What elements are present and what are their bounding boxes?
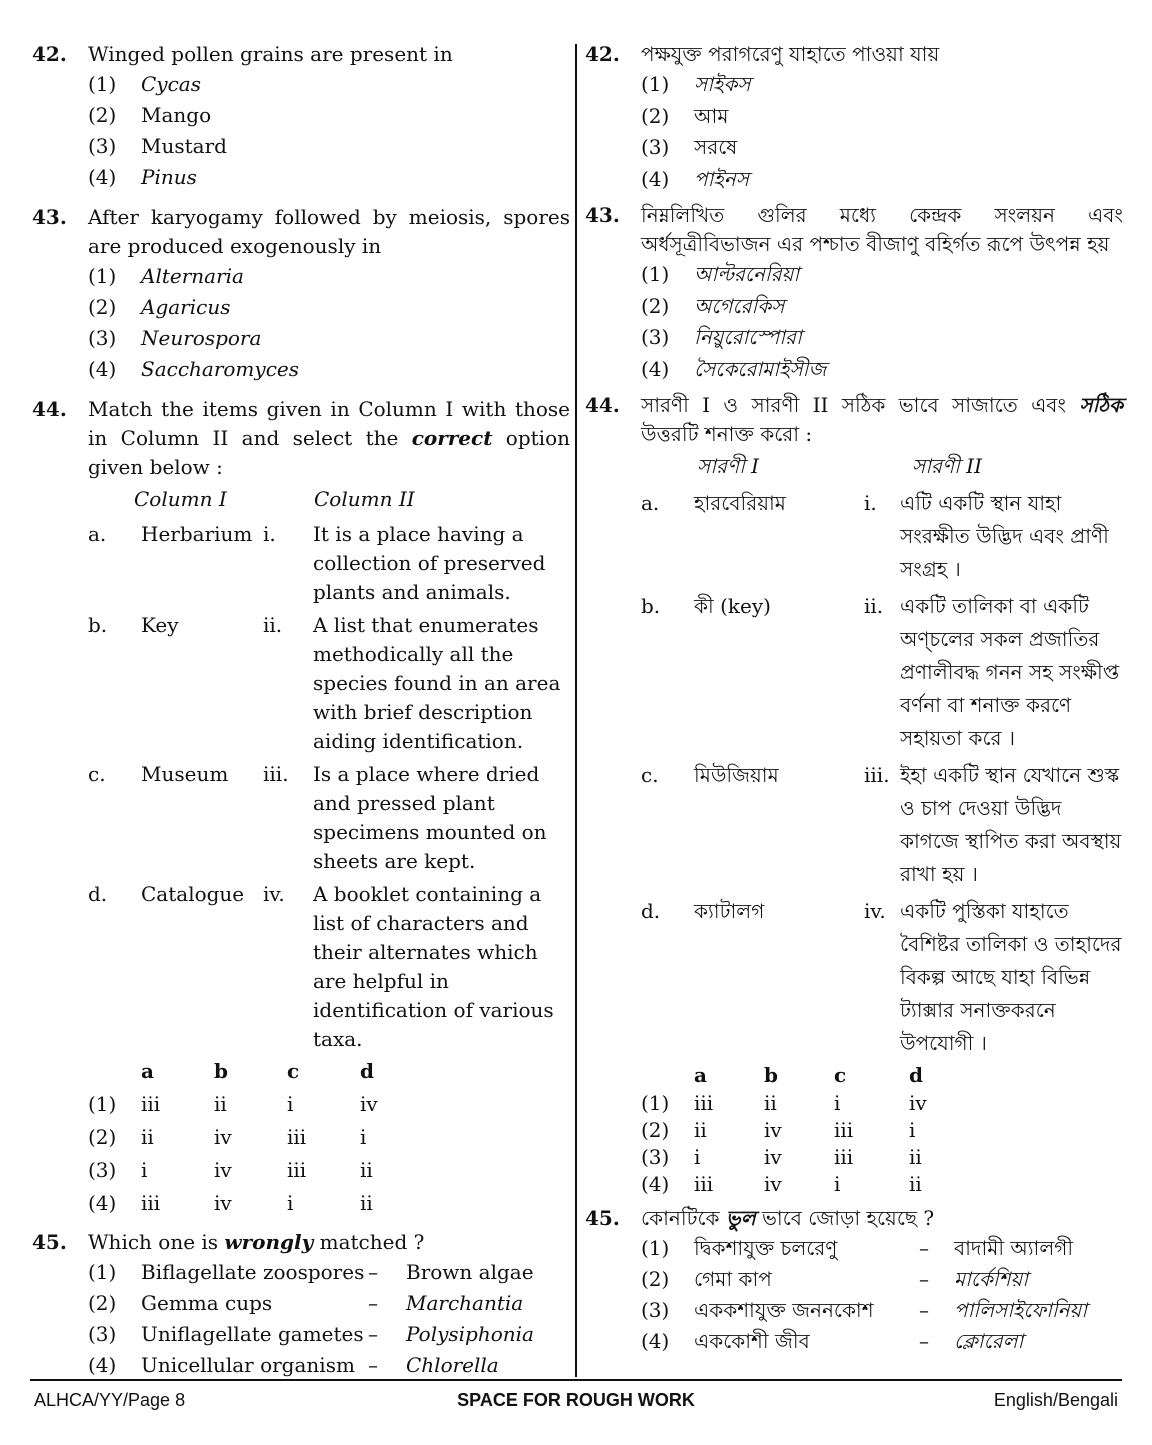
row-description: It is a place having a collection of preserved plants and animals. xyxy=(313,522,546,604)
column-headers xyxy=(134,482,570,516)
option-dash: – xyxy=(919,1329,929,1353)
question-43 xyxy=(583,201,1123,385)
question-42 xyxy=(30,40,570,193)
option-text: Cycas xyxy=(141,72,201,96)
option-left: Gemma cups xyxy=(141,1291,273,1315)
question-text-part: ভাবে জোড়া হয়েছে ? xyxy=(755,1206,935,1230)
question-number: 42. xyxy=(585,42,620,66)
option-number: (3) xyxy=(88,326,117,350)
answer-option-3 xyxy=(88,1154,570,1187)
row-roman: ii. xyxy=(864,594,884,618)
row-key: b. xyxy=(88,613,108,637)
page-code: ALHCA/YY/Page 8 xyxy=(34,1390,186,1410)
answer-cell: ii xyxy=(141,1125,154,1149)
answer-cell: i xyxy=(694,1145,701,1169)
option-3 xyxy=(88,1319,570,1350)
answer-option-1 xyxy=(88,1088,570,1121)
row-description: A list that enumerates methodically all the species found in an area with brief description aiding identification. xyxy=(313,613,561,753)
row-description: ইহা একটি স্থান যেখানে শুস্ক ও চাপ দেওয়া উদ্ভিদ কাগজে স্থাপিত করা অবস্থায় রাখা হয় । xyxy=(900,763,1122,886)
answer-cell: i xyxy=(834,1091,841,1115)
question-text-part: option given below : xyxy=(88,426,571,479)
match-row-a xyxy=(88,520,570,607)
option-number: (2) xyxy=(641,1118,670,1142)
answer-cell: iv xyxy=(764,1145,782,1169)
option-right: বাদামী অ্যালগী xyxy=(954,1236,1074,1260)
option-4 xyxy=(88,354,570,385)
option-number: (2) xyxy=(641,293,670,318)
answer-option-3 xyxy=(641,1144,1123,1171)
option-text: Neurospora xyxy=(141,326,262,350)
option-3 xyxy=(88,323,570,354)
option-text: অগেরেকিস xyxy=(694,293,785,318)
question-number: 43. xyxy=(32,205,67,229)
option-text: সৈকেরোমাইসীজ xyxy=(694,356,827,381)
option-number: (4) xyxy=(641,1172,670,1196)
option-right: মার্কেশিয়া xyxy=(954,1267,1029,1291)
option-number: (3) xyxy=(641,1145,670,1169)
option-text: Mustard xyxy=(141,134,227,158)
answer-cell: ii xyxy=(909,1145,922,1169)
question-text xyxy=(88,395,570,482)
answer-col-a: a xyxy=(141,1059,154,1083)
row-description: একটি পুস্তিকা যাহাতে বৈশিষ্টর তালিকা ও তাহাদের বিকল্প আছে যাহা বিভিন্ন ট্যাক্সার সনাক্তকরনে উপযোগী । xyxy=(900,899,1122,1055)
option-number: (1) xyxy=(641,1236,670,1260)
option-number: (4) xyxy=(88,1353,117,1377)
option-1 xyxy=(641,1233,1123,1264)
footer-rule xyxy=(30,1379,1122,1381)
option-number: (1) xyxy=(641,72,670,96)
option-text: Agaricus xyxy=(141,295,231,319)
rough-work-label: SPACE FOR ROUGH WORK xyxy=(457,1390,695,1410)
option-right: Polysiphonia xyxy=(406,1322,534,1346)
answer-cell: i xyxy=(287,1191,294,1215)
row-roman: i. xyxy=(263,522,276,546)
answer-col-b: b xyxy=(214,1059,228,1083)
option-text: আম xyxy=(694,103,729,128)
question-text-part: matched ? xyxy=(313,1230,425,1254)
option-right: Marchantia xyxy=(406,1291,524,1315)
option-1 xyxy=(88,1257,570,1288)
option-text: Pinus xyxy=(141,165,197,189)
row-item: হারবেরিয়াম xyxy=(694,491,786,515)
option-dash: – xyxy=(368,1353,378,1377)
option-right: Chlorella xyxy=(406,1353,499,1377)
option-3 xyxy=(88,131,570,162)
row-key: c. xyxy=(88,762,106,786)
answer-cell: iv xyxy=(360,1092,378,1116)
column-divider xyxy=(575,44,577,1377)
option-2 xyxy=(88,100,570,131)
row-description: Is a place where dried and pressed plant specimens mounted on sheets are kept. xyxy=(313,762,547,873)
option-4 xyxy=(88,162,570,193)
question-number: 44. xyxy=(32,397,67,421)
row-roman: iii. xyxy=(864,763,890,787)
answer-cell: iv xyxy=(764,1172,782,1196)
option-number: (4) xyxy=(88,165,117,189)
option-number: (1) xyxy=(88,1260,117,1284)
option-1 xyxy=(88,69,570,100)
question-text-part: উত্তরটি শনাক্ত করো : xyxy=(641,422,813,446)
answer-option-1 xyxy=(641,1090,1123,1117)
row-roman: i. xyxy=(864,491,877,515)
answer-cell: i xyxy=(141,1158,148,1182)
answer-cell: ii xyxy=(360,1158,373,1182)
answer-cell: iii xyxy=(694,1091,714,1115)
answer-cell: ii xyxy=(214,1092,227,1116)
row-roman: iii. xyxy=(263,762,289,786)
option-1 xyxy=(88,261,570,292)
row-item: Catalogue xyxy=(141,882,245,906)
row-item: Museum xyxy=(141,762,229,786)
option-number: (3) xyxy=(641,1298,670,1322)
option-number: (3) xyxy=(641,135,670,159)
option-number: (1) xyxy=(88,1092,117,1116)
option-4 xyxy=(641,164,1123,196)
answer-header xyxy=(641,1060,1123,1090)
row-description: A booklet containing a list of characters and their alternates which are helpful in identification of various taxa. xyxy=(313,882,554,1051)
option-dash: – xyxy=(368,1260,378,1284)
answer-col-c: c xyxy=(834,1063,847,1087)
answer-cell: iv xyxy=(909,1091,927,1115)
question-emphasis: correct xyxy=(411,426,493,450)
option-3 xyxy=(641,132,1123,164)
option-text: আল্টরনেরিয়া xyxy=(694,262,800,286)
option-4 xyxy=(641,1326,1123,1357)
row-roman: iv. xyxy=(263,882,285,906)
option-number: (1) xyxy=(641,262,670,286)
row-key: d. xyxy=(88,882,108,906)
option-number: (2) xyxy=(88,103,117,127)
option-text: Alternaria xyxy=(141,264,244,288)
question-text-part: Match the items given in Column I with those in Column II and select the xyxy=(88,397,570,450)
english-column xyxy=(30,40,570,1387)
column-ii-header: সারণী II xyxy=(912,454,982,478)
row-key: c. xyxy=(641,763,659,787)
match-row-a xyxy=(641,487,1123,586)
option-number: (1) xyxy=(88,72,117,96)
option-number: (2) xyxy=(88,1291,117,1315)
question-44 xyxy=(583,391,1123,1198)
answer-col-b: b xyxy=(764,1063,778,1087)
option-3 xyxy=(641,1295,1123,1326)
option-dash: – xyxy=(919,1236,929,1260)
match-row-b xyxy=(641,590,1123,755)
option-left: Unicellular organism xyxy=(141,1353,355,1377)
option-left: দ্বিকশাযুক্ত চলরেণু xyxy=(694,1236,838,1260)
match-row-d xyxy=(88,880,570,1054)
row-key: a. xyxy=(641,491,660,515)
answer-cell: iv xyxy=(214,1191,232,1215)
question-text xyxy=(641,391,1123,449)
option-right: পালিসাইফোনিয়া xyxy=(954,1298,1088,1322)
answer-option-2 xyxy=(641,1117,1123,1144)
answer-cell: iii xyxy=(694,1172,714,1196)
option-1 xyxy=(641,69,1123,101)
match-row-d xyxy=(641,895,1123,1060)
column-i-header: Column I xyxy=(134,487,227,511)
question-text-part: কোনটিকে xyxy=(641,1206,726,1230)
option-number: (4) xyxy=(641,166,670,191)
question-text: নিম্নলিখিত গুলির মধ্যে কেন্দ্রক সংলয়ন এবং অর্ধসূত্রীবিভাজন এর পশ্চাত বীজাণু বহির্গত রূপে উৎপন্ন হয় xyxy=(641,203,1123,256)
option-2 xyxy=(88,1288,570,1319)
match-row-c xyxy=(641,759,1123,891)
option-number: (4) xyxy=(88,357,117,381)
option-number: (3) xyxy=(88,134,117,158)
answer-cell: ii xyxy=(909,1172,922,1196)
option-2 xyxy=(88,292,570,323)
question-number: 45. xyxy=(32,1230,67,1254)
option-dash: – xyxy=(368,1291,378,1315)
answer-col-c: c xyxy=(287,1059,300,1083)
answer-cell: i xyxy=(360,1125,367,1149)
row-key: a. xyxy=(88,522,107,546)
question-number: 45. xyxy=(585,1206,620,1230)
answer-header xyxy=(88,1054,570,1088)
question-text: After karyogamy followed by meiosis, spores are produced exogenously in xyxy=(88,205,570,258)
option-number: (1) xyxy=(88,264,117,288)
match-row-b xyxy=(88,611,570,756)
language-label: English/Bengali xyxy=(993,1390,1118,1410)
question-number: 42. xyxy=(32,42,67,66)
option-number: (3) xyxy=(88,1322,117,1346)
answer-col-d: d xyxy=(909,1063,923,1087)
question-45 xyxy=(583,1204,1123,1357)
question-text xyxy=(641,1204,1123,1233)
answer-option-4 xyxy=(641,1171,1123,1198)
bengali-column xyxy=(583,40,1123,1363)
option-text: নিয়ুরোস্পোরা xyxy=(694,325,802,349)
answer-cell: iii xyxy=(287,1125,307,1149)
option-text: সাইকস xyxy=(694,72,751,96)
question-number: 43. xyxy=(585,203,620,227)
answer-col-d: d xyxy=(360,1059,374,1083)
answer-cell: iv xyxy=(214,1158,232,1182)
answer-cell: i xyxy=(909,1118,916,1142)
row-key: d. xyxy=(641,899,661,923)
option-right: ক্লোরেলা xyxy=(954,1329,1024,1353)
option-number: (1) xyxy=(641,1091,670,1115)
row-roman: ii. xyxy=(263,613,283,637)
option-number: (3) xyxy=(88,1158,117,1182)
question-number: 44. xyxy=(585,393,620,417)
answer-cell: ii xyxy=(360,1191,373,1215)
question-text: পক্ষযুক্ত পরাগরেণু যাহাতে পাওয়া যায় xyxy=(641,42,940,66)
column-i-header: সারণী I xyxy=(697,454,760,478)
question-emphasis: সঠিক xyxy=(1079,393,1123,417)
row-item: কী (key) xyxy=(694,594,771,618)
option-text: সরষে xyxy=(694,135,738,159)
answer-cell: iv xyxy=(764,1118,782,1142)
option-text: Saccharomyces xyxy=(141,357,299,381)
question-text-part: Which one is xyxy=(88,1230,225,1254)
row-description: একটি তালিকা বা একটি অণ্চলের সকল প্রজাতির প্রণালীবদ্ধ গনন সহ সংক্ষীপ্ত বর্ণনা বা শনাক্ত করণে সহায়তা করে । xyxy=(900,594,1120,750)
row-item: Key xyxy=(141,613,179,637)
option-number: (2) xyxy=(88,295,117,319)
row-description: এটি একটি স্থান যাহা সংরক্ষীত উদ্ভিদ এবং প্রাণী সংগ্রহ । xyxy=(900,491,1109,581)
option-number: (3) xyxy=(641,325,670,349)
question-43 xyxy=(30,203,570,385)
option-2 xyxy=(641,291,1123,323)
row-key: b. xyxy=(641,594,661,618)
question-45 xyxy=(30,1228,570,1381)
answer-cell: ii xyxy=(694,1118,707,1142)
question-text: Winged pollen grains are present in xyxy=(88,42,453,66)
option-left: এককোশী জীব xyxy=(694,1329,810,1353)
option-number: (4) xyxy=(641,1329,670,1353)
option-2 xyxy=(641,1264,1123,1295)
row-item: ক্যাটালগ xyxy=(694,899,765,923)
option-4 xyxy=(88,1350,570,1381)
column-headers xyxy=(697,449,1123,483)
answer-cell: iii xyxy=(834,1145,854,1169)
answer-cell: i xyxy=(834,1172,841,1196)
option-1 xyxy=(641,259,1123,291)
answer-cell: ii xyxy=(764,1091,777,1115)
answer-cell: iii xyxy=(287,1158,307,1182)
option-3 xyxy=(641,322,1123,354)
option-number: (4) xyxy=(88,1191,117,1215)
option-left: Uniflagellate gametes xyxy=(141,1322,364,1346)
answer-cell: iii xyxy=(141,1191,161,1215)
option-left: গেমা কাপ xyxy=(694,1267,772,1291)
answer-cell: iii xyxy=(141,1092,161,1116)
option-number: (2) xyxy=(641,1267,670,1291)
option-number: (2) xyxy=(88,1125,117,1149)
column-ii-header: Column II xyxy=(314,487,415,511)
option-2 xyxy=(641,101,1123,133)
answer-cell: i xyxy=(287,1092,294,1116)
option-text: Mango xyxy=(141,103,212,127)
question-42 xyxy=(583,40,1123,195)
option-number: (2) xyxy=(641,103,670,128)
option-dash: – xyxy=(919,1267,929,1291)
option-text: পাইনস xyxy=(694,166,749,191)
option-dash: – xyxy=(919,1298,929,1322)
option-right: Brown algae xyxy=(406,1260,534,1284)
option-number: (4) xyxy=(641,356,670,381)
option-4 xyxy=(641,354,1123,386)
answer-col-a: a xyxy=(694,1063,707,1087)
option-dash: – xyxy=(368,1322,378,1346)
option-left: Biflagellate zoospores xyxy=(141,1260,365,1284)
answer-cell: iv xyxy=(214,1125,232,1149)
question-emphasis: ভুল xyxy=(725,1206,756,1230)
question-44 xyxy=(30,395,570,1220)
match-row-c xyxy=(88,760,570,876)
question-text-part: সারণী I ও সারণী II সঠিক ভাবে সাজাতে এবং xyxy=(641,393,1080,417)
row-item: Herbarium xyxy=(141,522,253,546)
answer-cell: iii xyxy=(834,1118,854,1142)
answer-option-4 xyxy=(88,1187,570,1220)
row-item: মিউজিয়াম xyxy=(694,763,779,787)
option-left: এককশাযুক্ত জননকোশ xyxy=(694,1298,874,1322)
question-text xyxy=(88,1228,570,1257)
question-emphasis: wrongly xyxy=(224,1230,314,1254)
answer-option-2 xyxy=(88,1121,570,1154)
row-roman: iv. xyxy=(864,899,886,923)
